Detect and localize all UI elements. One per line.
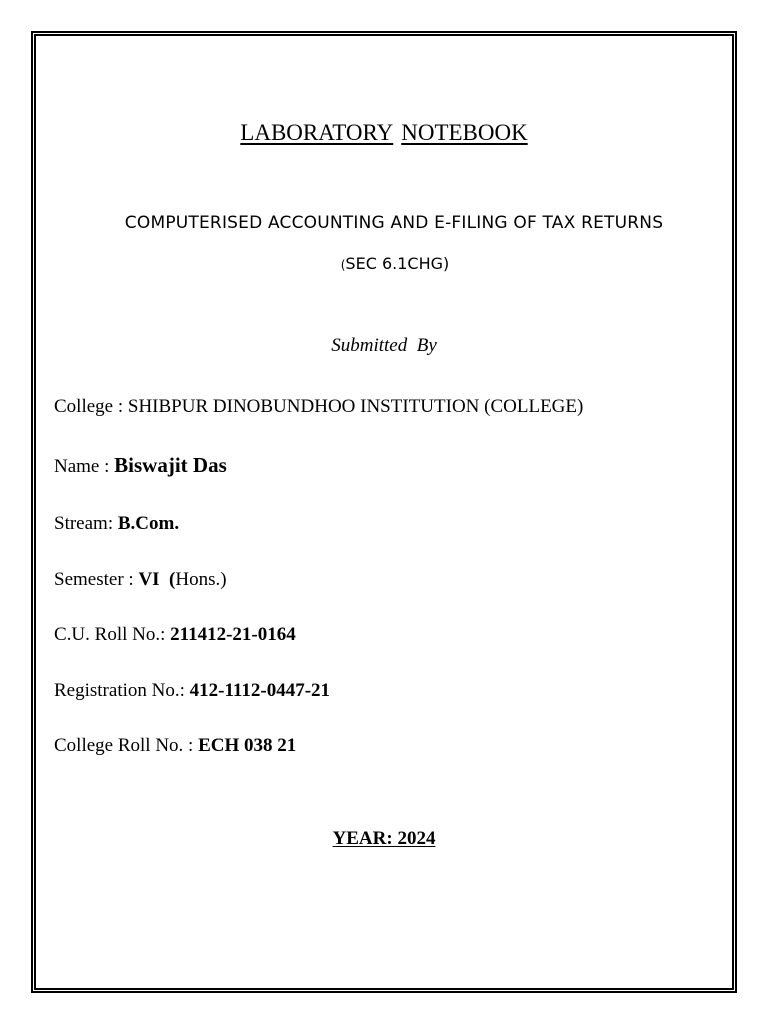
registration-label: Registration No.:	[54, 680, 190, 701]
college-roll-row	[54, 735, 296, 757]
subject-heading: COMPUTERISED ACCOUNTING AND E-FILING OF TAX RETURNS	[124, 213, 664, 233]
college-row	[54, 396, 583, 418]
registration-row	[54, 680, 330, 702]
paper-code-close-paren: )	[443, 254, 450, 273]
paper-code	[0, 254, 768, 273]
college-roll-label: College Roll No. :	[54, 735, 199, 756]
name-value: Biswajit Das	[114, 453, 227, 477]
college-value: SHIBPUR DINOBUNDHOO INSTITUTION (COLLEGE)	[127, 396, 584, 417]
semester-value: VI (	[138, 569, 176, 590]
year-label: YEAR: 2024	[332, 828, 436, 849]
title-word-1: LABORATORY	[240, 120, 394, 145]
cu-roll-row	[54, 624, 296, 646]
title-word-2: NOTEBOOK	[401, 120, 528, 145]
stream-row	[54, 513, 179, 535]
paper-code-text: SEC 6.1CHG	[345, 254, 443, 273]
stream-label: Stream:	[54, 513, 118, 534]
registration-value: 412-1112-0447-21	[189, 680, 331, 701]
cu-roll-value: 211412-21-0164	[170, 624, 296, 645]
semester-row	[54, 569, 227, 591]
document-title	[0, 120, 768, 146]
semester-suffix: Hons.)	[175, 569, 227, 590]
cu-roll-label: C.U. Roll No.:	[54, 624, 171, 645]
paper-code-open-paren: (	[340, 258, 346, 272]
college-roll-value: ECH 038 21	[198, 735, 297, 756]
submitted-by-label: Submitted By	[331, 335, 437, 356]
college-label: College :	[54, 396, 128, 417]
name-row	[54, 453, 227, 478]
name-label: Name :	[54, 456, 115, 477]
stream-value: B.Com.	[117, 513, 180, 534]
semester-label: Semester :	[54, 569, 139, 590]
